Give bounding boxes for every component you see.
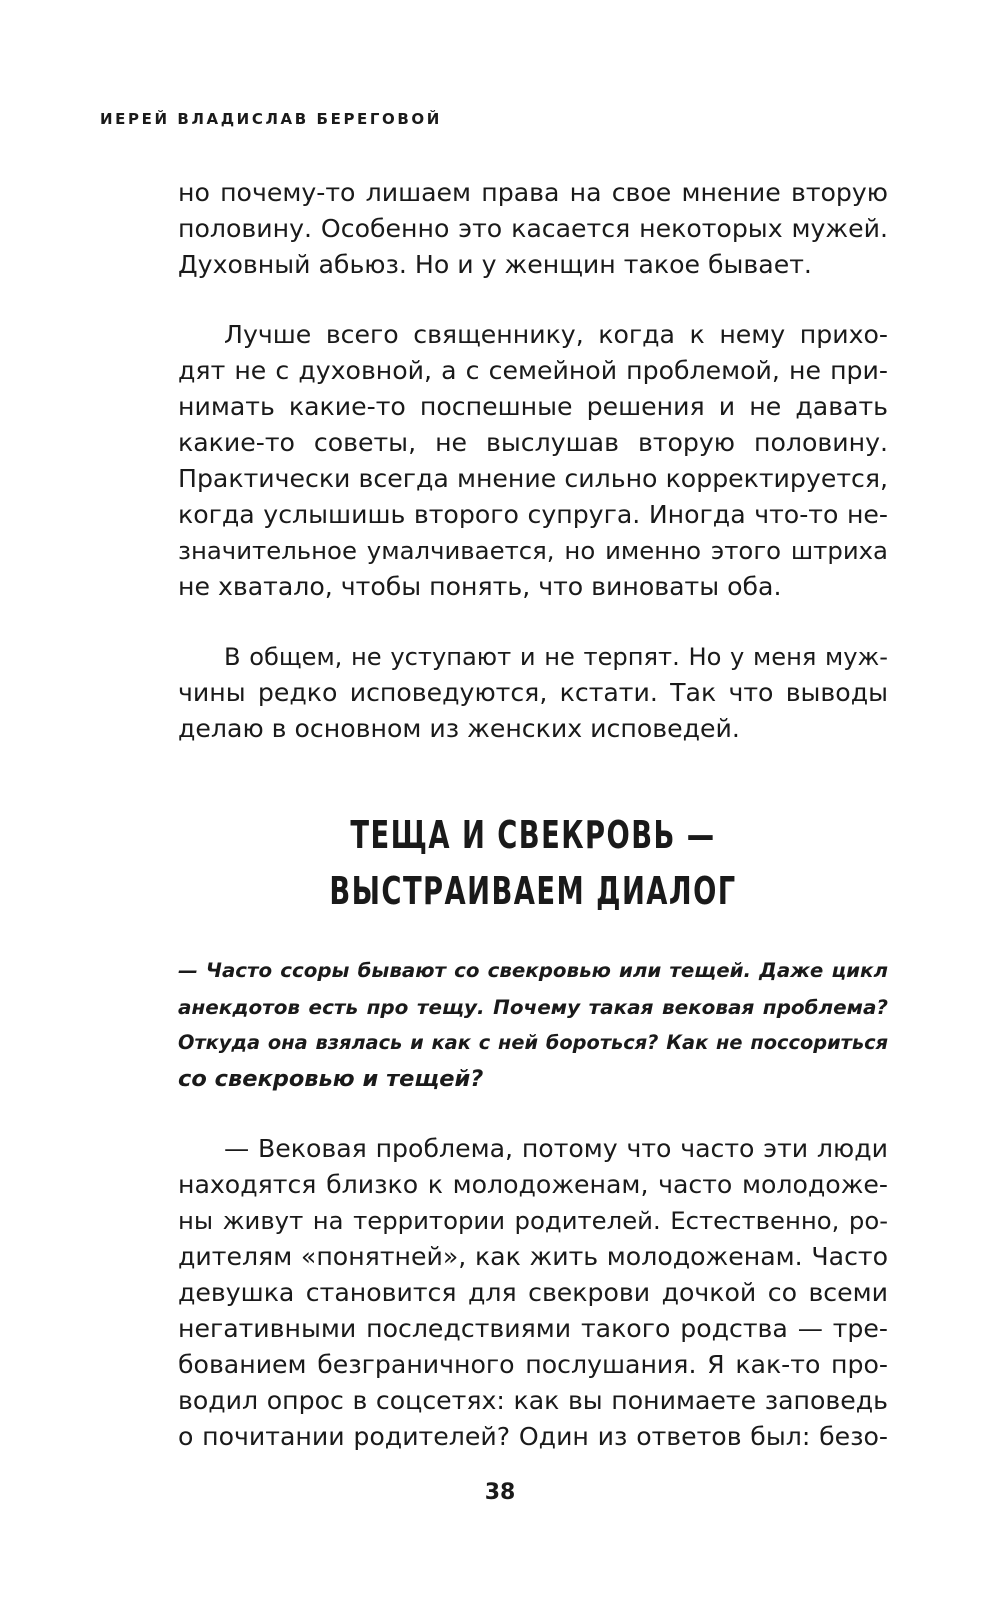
text-line: какие-то советы, не выслушав вторую половину. <box>178 428 888 457</box>
text-line: делаю в основном из женских исповедей. <box>178 714 740 743</box>
text-line: ны живут на территории родителей. Естественно, ро- <box>178 1206 888 1235</box>
text-line: Духовный абьюз. Но и у женщин такое бывает. <box>178 250 812 279</box>
text-line: значительное умалчивается, но именно этого штриха <box>178 536 888 565</box>
text-line: В общем, не уступают и не терпят. Но у меня муж- <box>224 643 888 671</box>
running-head: ИЕРЕЙ ВЛАДИСЛАВ БЕРЕГОВОЙ <box>100 110 442 128</box>
text-line: чины редко исповедуются, кстати. Так что выводы <box>178 678 888 707</box>
paragraph-1 <box>178 175 888 283</box>
text-line: не хватало, чтобы понять, что виноваты оба. <box>178 572 782 601</box>
text-line: когда услышишь второго супруга. Иногда что-то не- <box>178 500 888 529</box>
text-line: дят не с духовной, а с семейной проблемой, не при- <box>178 356 888 385</box>
question-line: анекдотов есть про тещу. Почему такая вековая проблема? <box>178 995 888 1019</box>
paragraph-2 <box>178 317 888 605</box>
answer-paragraph <box>178 1131 888 1455</box>
heading-line: ВЫСТРАИВАЕМ ДИАЛОГ <box>329 869 737 913</box>
text-line: половину. Особенно это касается некоторых мужей. <box>178 214 888 243</box>
text-line: — Вековая проблема, потому что часто эти люди <box>224 1134 888 1163</box>
interview-question <box>178 953 888 1097</box>
text-line: Лучше всего священнику, когда к нему прихо- <box>224 320 888 349</box>
text-line: находятся близко к молодоженам, часто молодоже- <box>178 1170 888 1199</box>
text-line: водил опрос в соцсетях: как вы понимаете заповедь <box>178 1386 888 1415</box>
page-number: 38 <box>484 1480 516 1505</box>
text-line: бованием безграничного послушания. Я как-то про- <box>178 1350 888 1379</box>
paragraph-3 <box>178 639 888 747</box>
section-heading <box>178 807 888 919</box>
heading-line: ТЕЩА И СВЕКРОВЬ — <box>350 813 716 857</box>
text-line: Практически всегда мнение сильно корректируется, <box>178 464 888 493</box>
text-line: дителям «понятней», как жить молодоженам. Часто <box>178 1242 888 1271</box>
text-line: но почему-то лишаем права на свое мнение вторую <box>178 178 888 207</box>
question-line: Откуда она взялась и как с ней бороться? Как не поссориться <box>178 1031 888 1054</box>
text-line: негативными последствиями такого родства — тре- <box>178 1314 888 1343</box>
text-line: нимать какие-то поспешные решения и не давать <box>178 392 888 421</box>
text-line: девушка становится для свекрови дочкой со всеми <box>178 1278 888 1307</box>
text-line: о почитании родителей? Один из ответов был: безо- <box>178 1422 888 1451</box>
page-content <box>178 175 888 1455</box>
question-line: — Часто ссоры бывают со свекровью или тещей. Даже цикл <box>178 959 888 982</box>
question-line: со свекровью и тещей? <box>178 1066 484 1092</box>
